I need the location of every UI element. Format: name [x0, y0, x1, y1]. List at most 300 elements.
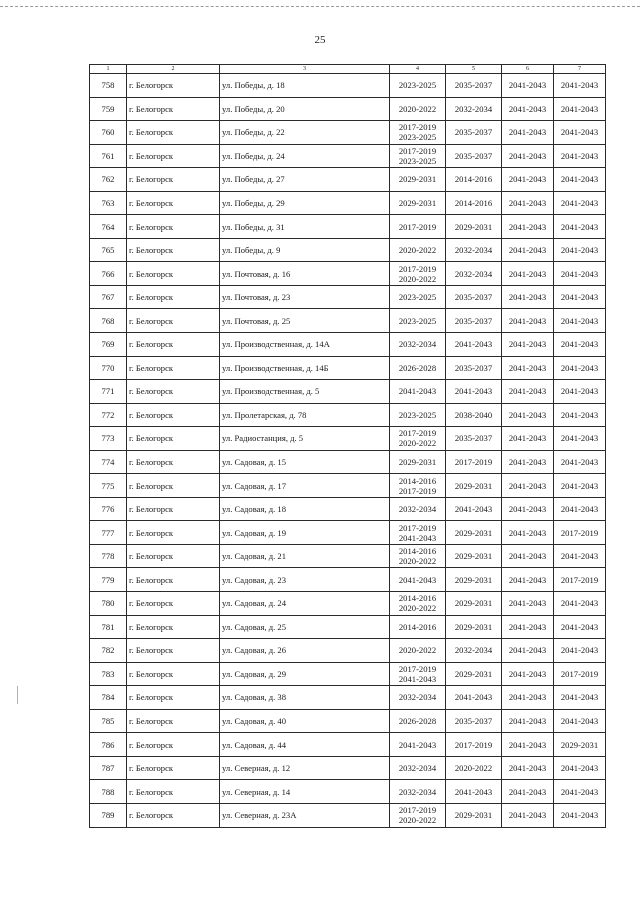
address-cell: ул. Победы, д. 31: [220, 215, 390, 239]
period-4-cell: [390, 285, 446, 309]
period-5-cell: 2029-2031: [446, 521, 502, 545]
address-cell: ул. Почтовая, д. 25: [220, 309, 390, 333]
period-4-value: 2041-2043: [398, 574, 437, 585]
row-number-cell: 768: [90, 309, 127, 333]
table-row: [90, 97, 606, 121]
row-number-cell: 770: [90, 356, 127, 380]
period-6-cell: 2041-2043: [502, 662, 554, 686]
period-4-cell: [390, 450, 446, 474]
address-cell: ул. Садовая, д. 38: [220, 686, 390, 710]
period-4-cell: [390, 191, 446, 215]
row-number-cell: 779: [90, 568, 127, 592]
table-row: [90, 662, 606, 686]
table-row: [90, 168, 606, 192]
period-4-cell: [390, 615, 446, 639]
period-5-cell: 2014-2016: [446, 191, 502, 215]
city-cell: г. Белогорск: [127, 238, 220, 262]
city-cell: г. Белогорск: [127, 427, 220, 451]
period-6-cell: 2041-2043: [502, 780, 554, 804]
period-4-value: 2032-2034: [398, 339, 437, 350]
period-7-cell: 2041-2043: [554, 309, 606, 333]
city-cell: г. Белогорск: [127, 309, 220, 333]
address-cell: ул. Почтовая, д. 16: [220, 262, 390, 286]
period-7-cell: 2041-2043: [554, 356, 606, 380]
period-6-cell: 2041-2043: [502, 521, 554, 545]
period-4-value: 2029-2031: [398, 198, 437, 208]
period-5-cell: 2029-2031: [446, 215, 502, 239]
address-cell: ул. Почтовая, д. 23: [220, 285, 390, 309]
period-6-cell: 2041-2043: [502, 615, 554, 639]
column-header: 6: [502, 65, 554, 74]
period-4-value: 2041-2043: [398, 673, 437, 684]
table-row: [90, 74, 606, 98]
row-number-cell: 758: [90, 74, 127, 98]
period-5-cell: 2035-2037: [446, 285, 502, 309]
period-4-cell: [390, 756, 446, 780]
row-number-cell: 785: [90, 709, 127, 733]
period-4-cell: [390, 168, 446, 192]
period-4-value: 2017-2019: [398, 221, 437, 232]
period-4-value: 2023-2025: [398, 155, 437, 166]
period-7-cell: 2041-2043: [554, 780, 606, 804]
period-4-value: 2017-2019: [398, 145, 437, 156]
table-row: [90, 191, 606, 215]
address-cell: ул. Садовая, д. 44: [220, 733, 390, 757]
period-4-cell: [390, 568, 446, 592]
row-number-cell: 782: [90, 639, 127, 663]
city-cell: г. Белогорск: [127, 121, 220, 145]
period-5-cell: 2029-2031: [446, 592, 502, 616]
table-row: [90, 615, 606, 639]
period-7-cell: 2041-2043: [554, 191, 606, 215]
period-4-value: 2020-2022: [398, 556, 437, 567]
table-row: [90, 144, 606, 168]
period-4-cell: [390, 709, 446, 733]
period-4-cell: [390, 427, 446, 451]
city-cell: г. Белогорск: [127, 709, 220, 733]
row-number-cell: 778: [90, 544, 127, 568]
period-4-cell: [390, 74, 446, 98]
period-4-cell: [390, 780, 446, 804]
period-4-value: 2020-2022: [398, 645, 437, 656]
period-6-cell: 2041-2043: [502, 756, 554, 780]
period-5-cell: 2035-2037: [446, 309, 502, 333]
period-4-cell: [390, 592, 446, 616]
table-body: [90, 74, 606, 828]
period-4-value: 2026-2028: [398, 716, 437, 727]
period-4-value: 2020-2022: [398, 603, 437, 614]
city-cell: г. Белогорск: [127, 521, 220, 545]
city-cell: г. Белогорск: [127, 474, 220, 498]
period-4-cell: [390, 309, 446, 333]
period-6-cell: 2041-2043: [502, 450, 554, 474]
period-5-cell: 2032-2034: [446, 262, 502, 286]
table-row: [90, 474, 606, 498]
address-cell: ул. Производственная, д. 5: [220, 380, 390, 404]
table-row: [90, 521, 606, 545]
table-row: [90, 238, 606, 262]
address-cell: ул. Садовая, д. 40: [220, 709, 390, 733]
period-6-cell: 2041-2043: [502, 403, 554, 427]
row-number-cell: 781: [90, 615, 127, 639]
city-cell: г. Белогорск: [127, 333, 220, 357]
address-cell: ул. Садовая, д. 26: [220, 639, 390, 663]
row-number-cell: 759: [90, 97, 127, 121]
period-4-cell: [390, 238, 446, 262]
period-4-cell: [390, 639, 446, 663]
table-row: [90, 639, 606, 663]
city-cell: г. Белогорск: [127, 639, 220, 663]
period-4-value: 2020-2022: [398, 245, 437, 256]
period-4-value: 2023-2025: [398, 315, 437, 326]
city-cell: г. Белогорск: [127, 97, 220, 121]
row-number-cell: 784: [90, 686, 127, 710]
row-number-cell: 763: [90, 191, 127, 215]
table-row: [90, 262, 606, 286]
period-7-cell: 2041-2043: [554, 803, 606, 827]
period-6-cell: 2041-2043: [502, 191, 554, 215]
city-cell: г. Белогорск: [127, 544, 220, 568]
period-4-value: 2020-2022: [398, 103, 437, 114]
city-cell: г. Белогорск: [127, 285, 220, 309]
period-5-cell: 2029-2031: [446, 568, 502, 592]
period-6-cell: 2041-2043: [502, 639, 554, 663]
period-4-cell: [390, 97, 446, 121]
table-row: [90, 121, 606, 145]
city-cell: г. Белогорск: [127, 568, 220, 592]
period-4-value: 2029-2031: [398, 174, 437, 185]
city-cell: г. Белогорск: [127, 356, 220, 380]
period-4-value: 2032-2034: [398, 504, 437, 515]
period-5-cell: 2032-2034: [446, 238, 502, 262]
margin-mark: [17, 686, 18, 704]
city-cell: г. Белогорск: [127, 74, 220, 98]
period-7-cell: 2041-2043: [554, 403, 606, 427]
period-7-cell: 2041-2043: [554, 333, 606, 357]
table-row: [90, 380, 606, 404]
period-4-value: 2023-2025: [398, 292, 437, 303]
period-4-value: 2026-2028: [398, 362, 437, 373]
address-cell: ул. Садовая, д. 19: [220, 521, 390, 545]
period-4-cell: [390, 733, 446, 757]
address-cell: ул. Садовая, д. 18: [220, 497, 390, 521]
row-number-cell: 774: [90, 450, 127, 474]
period-4-cell: [390, 215, 446, 239]
city-cell: г. Белогорск: [127, 592, 220, 616]
period-5-cell: 2032-2034: [446, 639, 502, 663]
period-6-cell: 2041-2043: [502, 592, 554, 616]
row-number-cell: 780: [90, 592, 127, 616]
city-cell: г. Белогорск: [127, 168, 220, 192]
city-cell: г. Белогорск: [127, 191, 220, 215]
address-cell: ул. Садовая, д. 24: [220, 592, 390, 616]
column-header: 5: [446, 65, 502, 74]
period-7-cell: 2041-2043: [554, 97, 606, 121]
address-cell: ул. Производственная, д. 14Б: [220, 356, 390, 380]
period-4-value: 2041-2043: [398, 532, 437, 543]
city-cell: г. Белогорск: [127, 380, 220, 404]
period-7-cell: 2041-2043: [554, 121, 606, 145]
period-7-cell: 2041-2043: [554, 168, 606, 192]
period-7-cell: 2041-2043: [554, 639, 606, 663]
table-row: [90, 756, 606, 780]
period-6-cell: 2041-2043: [502, 168, 554, 192]
period-4-value: 2020-2022: [398, 815, 437, 826]
period-5-cell: 2035-2037: [446, 121, 502, 145]
table-row: [90, 803, 606, 827]
address-cell: ул. Садовая, д. 21: [220, 544, 390, 568]
table-row: [90, 285, 606, 309]
address-cell: ул. Радиостанция, д. 5: [220, 427, 390, 451]
table-row: [90, 568, 606, 592]
address-cell: ул. Победы, д. 20: [220, 97, 390, 121]
period-7-cell: 2041-2043: [554, 686, 606, 710]
city-cell: г. Белогорск: [127, 733, 220, 757]
period-4-cell: [390, 333, 446, 357]
period-7-cell: 2041-2043: [554, 74, 606, 98]
row-number-cell: 764: [90, 215, 127, 239]
table-row: [90, 780, 606, 804]
period-4-cell: [390, 803, 446, 827]
address-cell: ул. Пролетарская, д. 78: [220, 403, 390, 427]
data-table: [89, 64, 606, 828]
city-cell: г. Белогорск: [127, 662, 220, 686]
row-number-cell: 761: [90, 144, 127, 168]
address-cell: ул. Садовая, д. 15: [220, 450, 390, 474]
row-number-cell: 760: [90, 121, 127, 145]
table-row: [90, 309, 606, 333]
period-4-cell: [390, 403, 446, 427]
period-4-value: 2020-2022: [398, 438, 437, 449]
period-4-value: 2023-2025: [398, 132, 437, 143]
period-4-value: 2017-2019: [398, 485, 437, 496]
period-4-value: 2014-2016: [398, 621, 437, 632]
page-top-border: [0, 6, 640, 7]
period-5-cell: 2041-2043: [446, 333, 502, 357]
period-5-cell: 2035-2037: [446, 356, 502, 380]
address-cell: ул. Садовая, д. 17: [220, 474, 390, 498]
address-cell: ул. Победы, д. 24: [220, 144, 390, 168]
table-row: [90, 215, 606, 239]
column-header: 2: [127, 65, 220, 74]
address-cell: ул. Производственная, д. 14А: [220, 333, 390, 357]
city-cell: г. Белогорск: [127, 403, 220, 427]
period-4-cell: [390, 686, 446, 710]
period-4-value: 2017-2019: [398, 428, 437, 439]
period-4-value: 2041-2043: [398, 739, 437, 750]
period-5-cell: 2029-2031: [446, 803, 502, 827]
period-4-cell: [390, 144, 446, 168]
city-cell: г. Белогорск: [127, 144, 220, 168]
row-number-cell: 783: [90, 662, 127, 686]
row-number-cell: 775: [90, 474, 127, 498]
period-5-cell: 2035-2037: [446, 427, 502, 451]
row-number-cell: 787: [90, 756, 127, 780]
table-row: [90, 686, 606, 710]
column-header: 4: [390, 65, 446, 74]
period-4-value: 2017-2019: [398, 263, 437, 274]
period-6-cell: 2041-2043: [502, 285, 554, 309]
city-cell: г. Белогорск: [127, 262, 220, 286]
address-cell: ул. Садовая, д. 29: [220, 662, 390, 686]
row-number-cell: 765: [90, 238, 127, 262]
period-7-cell: 2041-2043: [554, 497, 606, 521]
period-4-cell: [390, 356, 446, 380]
city-cell: г. Белогорск: [127, 450, 220, 474]
period-4-cell: [390, 380, 446, 404]
period-4-value: 2017-2019: [398, 522, 437, 533]
period-7-cell: 2017-2019: [554, 662, 606, 686]
period-5-cell: 2029-2031: [446, 474, 502, 498]
period-6-cell: 2041-2043: [502, 356, 554, 380]
period-5-cell: 2017-2019: [446, 733, 502, 757]
table-row: [90, 403, 606, 427]
period-4-cell: [390, 497, 446, 521]
period-6-cell: 2041-2043: [502, 686, 554, 710]
period-7-cell: 2041-2043: [554, 144, 606, 168]
period-5-cell: 2020-2022: [446, 756, 502, 780]
period-4-value: 2014-2016: [398, 475, 437, 486]
row-number-cell: 769: [90, 333, 127, 357]
city-cell: г. Белогорск: [127, 686, 220, 710]
header-row: [90, 65, 606, 74]
address-cell: ул. Северная, д. 23А: [220, 803, 390, 827]
period-4-cell: [390, 262, 446, 286]
period-7-cell: 2041-2043: [554, 427, 606, 451]
table-row: [90, 356, 606, 380]
period-5-cell: 2035-2037: [446, 74, 502, 98]
period-4-value: 2017-2019: [398, 122, 437, 133]
row-number-cell: 762: [90, 168, 127, 192]
period-6-cell: 2041-2043: [502, 215, 554, 239]
period-4-value: 2017-2019: [398, 805, 437, 816]
period-5-cell: 2041-2043: [446, 380, 502, 404]
row-number-cell: 788: [90, 780, 127, 804]
period-6-cell: 2041-2043: [502, 709, 554, 733]
period-6-cell: 2041-2043: [502, 121, 554, 145]
period-7-cell: 2041-2043: [554, 474, 606, 498]
period-5-cell: 2029-2031: [446, 662, 502, 686]
address-cell: ул. Победы, д. 9: [220, 238, 390, 262]
period-7-cell: 2017-2019: [554, 521, 606, 545]
period-4-value: 2029-2031: [398, 457, 437, 468]
period-4-value: 2020-2022: [398, 273, 437, 284]
period-6-cell: 2041-2043: [502, 568, 554, 592]
period-7-cell: 2041-2043: [554, 709, 606, 733]
row-number-cell: 776: [90, 497, 127, 521]
period-5-cell: 2029-2031: [446, 615, 502, 639]
row-number-cell: 777: [90, 521, 127, 545]
address-cell: ул. Садовая, д. 23: [220, 568, 390, 592]
period-7-cell: 2041-2043: [554, 238, 606, 262]
address-cell: ул. Северная, д. 14: [220, 780, 390, 804]
period-6-cell: 2041-2043: [502, 427, 554, 451]
period-6-cell: 2041-2043: [502, 144, 554, 168]
period-5-cell: 2029-2031: [446, 544, 502, 568]
period-4-value: 2023-2025: [398, 80, 437, 91]
period-4-cell: [390, 121, 446, 145]
period-4-value: 2014-2016: [398, 546, 437, 557]
table-row: [90, 592, 606, 616]
period-6-cell: 2041-2043: [502, 380, 554, 404]
period-6-cell: 2041-2043: [502, 544, 554, 568]
period-7-cell: 2041-2043: [554, 262, 606, 286]
address-cell: ул. Садовая, д. 25: [220, 615, 390, 639]
period-7-cell: 2041-2043: [554, 544, 606, 568]
row-number-cell: 767: [90, 285, 127, 309]
period-7-cell: 2017-2019: [554, 568, 606, 592]
period-4-value: 2032-2034: [398, 763, 437, 774]
period-7-cell: 2041-2043: [554, 615, 606, 639]
period-5-cell: 2032-2034: [446, 97, 502, 121]
period-7-cell: 2041-2043: [554, 450, 606, 474]
period-7-cell: 2041-2043: [554, 592, 606, 616]
period-4-value: 2041-2043: [398, 386, 437, 397]
period-6-cell: 2041-2043: [502, 74, 554, 98]
period-6-cell: 2041-2043: [502, 803, 554, 827]
period-6-cell: 2041-2043: [502, 733, 554, 757]
period-5-cell: 2041-2043: [446, 780, 502, 804]
period-4-value: 2032-2034: [398, 692, 437, 703]
period-7-cell: 2041-2043: [554, 285, 606, 309]
period-4-value: 2017-2019: [398, 663, 437, 674]
city-cell: г. Белогорск: [127, 756, 220, 780]
period-5-cell: 2035-2037: [446, 144, 502, 168]
city-cell: г. Белогорск: [127, 803, 220, 827]
city-cell: г. Белогорск: [127, 497, 220, 521]
period-4-value: 2032-2034: [398, 786, 437, 797]
address-cell: ул. Победы, д. 22: [220, 121, 390, 145]
table-row: [90, 733, 606, 757]
column-header: 1: [90, 65, 127, 74]
row-number-cell: 766: [90, 262, 127, 286]
period-5-cell: 2017-2019: [446, 450, 502, 474]
period-5-cell: 2041-2043: [446, 686, 502, 710]
period-6-cell: 2041-2043: [502, 333, 554, 357]
period-7-cell: 2029-2031: [554, 733, 606, 757]
city-cell: г. Белогорск: [127, 215, 220, 239]
period-7-cell: 2041-2043: [554, 215, 606, 239]
period-4-value: 2023-2025: [398, 409, 437, 420]
period-6-cell: 2041-2043: [502, 309, 554, 333]
row-number-cell: 789: [90, 803, 127, 827]
page-number: 25: [314, 34, 326, 46]
address-cell: ул. Победы, д. 18: [220, 74, 390, 98]
period-5-cell: 2038-2040: [446, 403, 502, 427]
period-4-value: 2014-2016: [398, 593, 437, 604]
address-cell: ул. Северная, д. 12: [220, 756, 390, 780]
period-4-cell: [390, 474, 446, 498]
period-5-cell: 2041-2043: [446, 497, 502, 521]
column-header: 7: [554, 65, 606, 74]
city-cell: г. Белогорск: [127, 780, 220, 804]
address-cell: ул. Победы, д. 29: [220, 191, 390, 215]
period-6-cell: 2041-2043: [502, 497, 554, 521]
row-number-cell: 773: [90, 427, 127, 451]
address-cell: ул. Победы, д. 27: [220, 168, 390, 192]
period-5-cell: 2014-2016: [446, 168, 502, 192]
period-7-cell: 2041-2043: [554, 756, 606, 780]
period-5-cell: 2035-2037: [446, 709, 502, 733]
column-header: 3: [220, 65, 390, 74]
city-cell: г. Белогорск: [127, 615, 220, 639]
period-4-cell: [390, 521, 446, 545]
period-4-cell: [390, 544, 446, 568]
period-6-cell: 2041-2043: [502, 262, 554, 286]
period-6-cell: 2041-2043: [502, 97, 554, 121]
row-number-cell: 771: [90, 380, 127, 404]
period-4-cell: [390, 662, 446, 686]
